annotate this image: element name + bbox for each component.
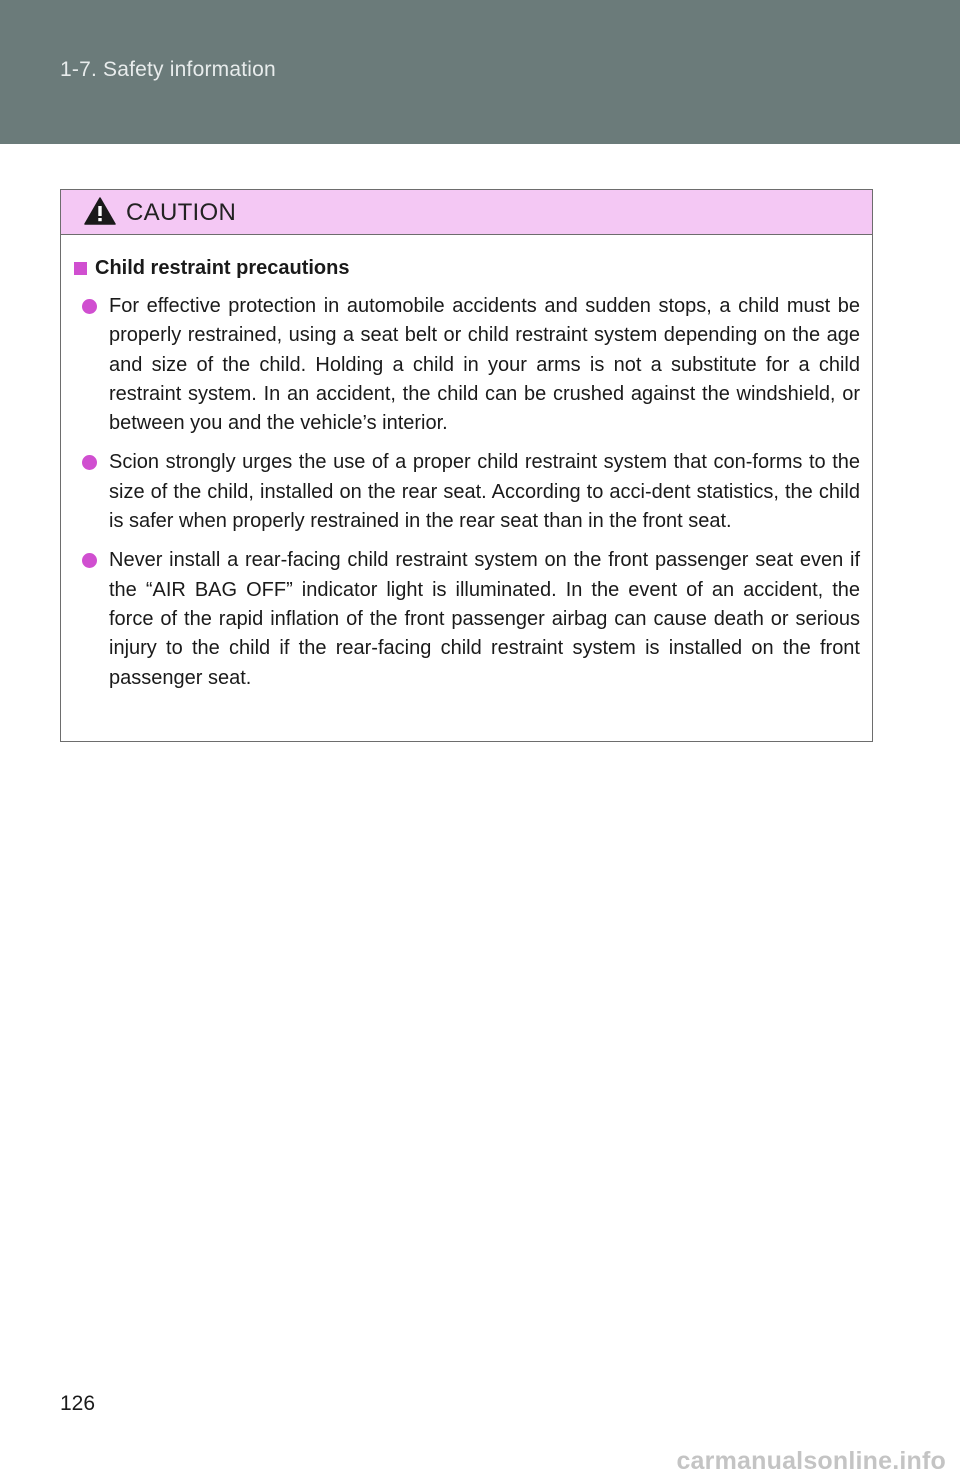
bullet-text: For effective protection in automobile accidents and sudden stops, a child must be properly restrained, using a seat belt or child restraint system depending on the age and size of the child. Holding a child in your arms is not a substitute for a child restraint system. In an accident, the child can be crushed against the windshield, or between you and the vehicle’s interior. [109, 295, 860, 435]
bullet-dot-icon [82, 299, 97, 314]
bullet-item [73, 448, 860, 536]
page-number: 126 [60, 1392, 96, 1415]
header-bar [0, 0, 960, 144]
bullet-text: Scion strongly urges the use of a proper child restraint system that con-forms to the size of the child, installed on the rear seat. According to acci-dent statistics, the child is safer when properly restrained in the rear seat than in the front seat. [109, 451, 860, 533]
subheading-text: Child restraint precautions [95, 257, 350, 279]
square-bullet-icon [74, 262, 87, 275]
caution-label: CAUTION [126, 199, 237, 226]
caution-header [61, 190, 872, 235]
subheading [73, 255, 860, 281]
bullet-item [73, 292, 860, 438]
warning-triangle-icon [84, 197, 116, 225]
watermark: carmanualsonline.info [676, 1447, 946, 1475]
caution-body [61, 235, 872, 693]
bullet-item [73, 546, 860, 692]
bullet-dot-icon [82, 455, 97, 470]
caution-box [60, 189, 873, 742]
bullet-dot-icon [82, 553, 97, 568]
section-title: 1-7. Safety information [60, 58, 276, 81]
bullet-text: Never install a rear-facing child restraint system on the front passenger seat even if the “AIR BAG OFF” indicator light is illuminated. In the event of an accident, the force of the rapid inflation of the front passenger airbag can cause death or serious injury to the child if the rear-facing child restraint system is installed on the front passenger seat. [109, 549, 860, 689]
